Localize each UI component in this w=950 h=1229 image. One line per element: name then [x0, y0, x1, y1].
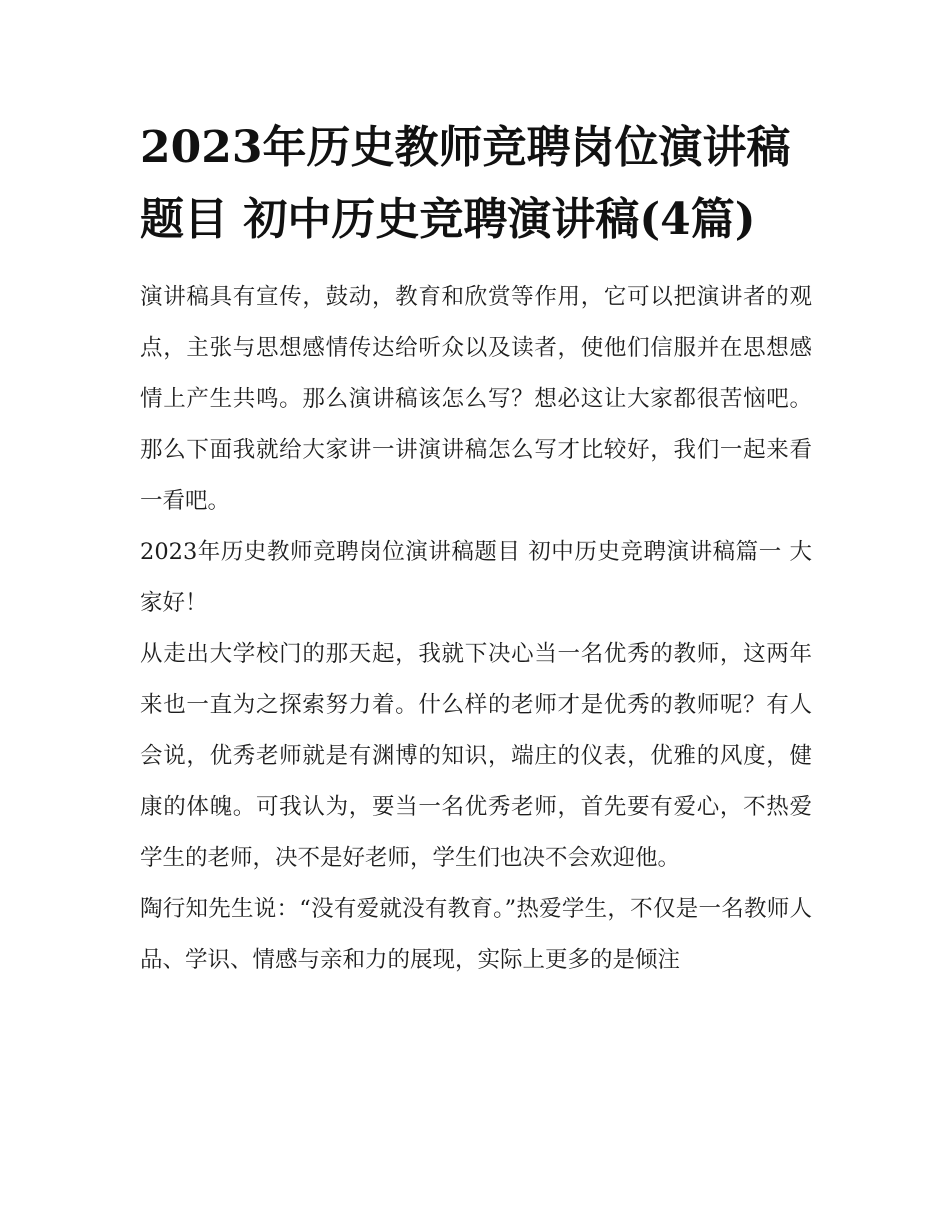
paragraph-body-1: 从走出大学校门的那天起，我就下决心当一名优秀的教师，这两年来也一直为之探索努力着。什么样的老师才是优秀的教师呢？有人会说，优秀老师就是有渊博的知识，端庄的仪表，优雅的风度，健康的体魄。可我认为，要当一名优秀老师，首先要有爱心，不热爱学生的老师，决不是好老师，学生们也决不会欢迎他。 [140, 641, 812, 871]
document-content [140, 112, 812, 986]
paragraph-section-heading: 2023年历史教师竞聘岗位演讲稿题目 初中历史竞聘演讲稿篇一 大家好！ [140, 539, 812, 616]
paragraph-body-2: 陶行知先生说：“没有爱就没有教育。”热爱学生，不仅是一名教师人品、学识、情感与亲和力的展现，实际上更多的是倾注 [140, 896, 812, 973]
paragraph-intro: 演讲稿具有宣传，鼓动，教育和欣赏等作用，它可以把演讲者的观点，主张与思想感情传达给听众以及读者，使他们信服并在思想感情上产生共鸣。那么演讲稿该怎么写？想必这让大家都很苦恼吧。那么下面我就给大家讲一讲演讲稿怎么写才比较好，我们一起来看一看吧。 [140, 284, 812, 514]
document-title: 2023年历史教师竞聘岗位演讲稿题目 初中历史竞聘演讲稿(4篇) [140, 122, 791, 245]
